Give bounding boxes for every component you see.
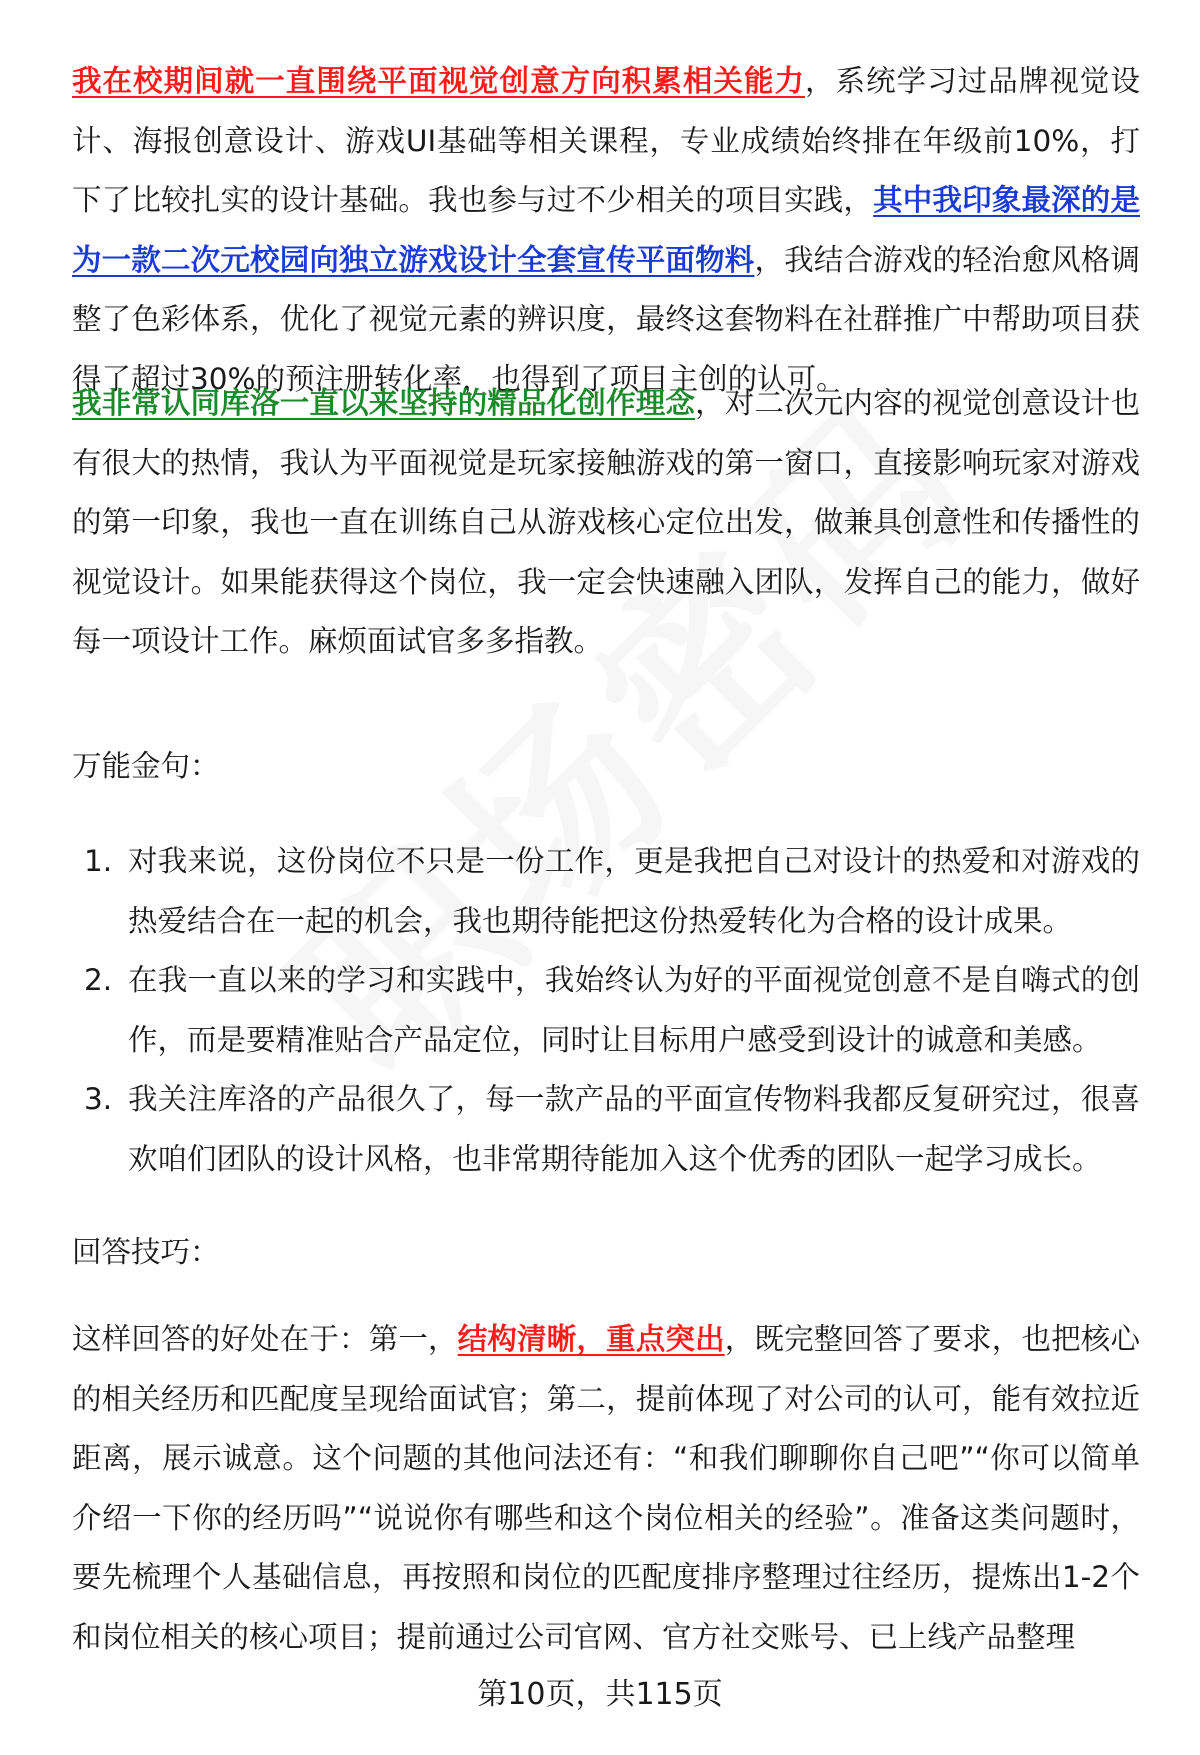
highlight-red: 我在校期间就一直围绕平面视觉创意方向积累相关能力 xyxy=(72,64,806,98)
golden-phrases-heading: 万能金句： xyxy=(72,749,220,783)
paragraph-text: 这样回答的好处在于：第一， xyxy=(72,1322,458,1356)
list-item xyxy=(72,1070,1140,1189)
golden-phrases-list xyxy=(72,832,1140,1189)
highlight-blue: 其中我印象最深的是为一款二次元校园向独立游戏设计全套宣传平面物料 xyxy=(72,183,1140,277)
paragraph-text: ，既完整回答了要求，也把核心的相关经历和匹配度呈现给面试官；第二，提前体现了对公司的认可，能有效拉近距离，展示诚意。这个问题的其他问法还有：“和我们聊聊你自己吧”“你可以简单介绍一下你的经历吗”“说说你有哪些和这个岗位相关的经验”。准备这类问题时，要先梳理个人基础信息，再按照和岗位的匹配度排序整理过往经历，提炼出1-2个和岗位相关的核心项目；提前通过公司官网、官方社交账号、已上线产品整理 xyxy=(72,1322,1140,1654)
paragraph-tips xyxy=(72,1310,1140,1667)
paragraph-text: ，系统学习过品牌视觉设计、海报创意设计、游戏UI基础等相关课程，专业成绩始终排在年级前10%，打下了比较扎实的设计基础。我也参与过不少相关的项目实践， xyxy=(72,64,1140,217)
list-text: 在我一直以来的学习和实践中，我始终认为好的平面视觉创意不是自嗨式的创作，而是要精准贴合产品定位，同时让目标用户感受到设计的诚意和美感。 xyxy=(128,963,1140,1057)
list-item xyxy=(72,951,1140,1070)
list-text: 对我来说，这份岗位不只是一份工作，更是我把自己对设计的热爱和对游戏的热爱结合在一起的机会，我也期待能把这份热爱转化为合格的设计成果。 xyxy=(128,844,1140,938)
page-footer: 第10页，共115页 xyxy=(477,1677,723,1712)
highlight-green: 我非常认同库洛一直以来坚持的精品化创作理念 xyxy=(72,386,696,420)
list-text: 我关注库洛的产品很久了，每一款产品的平面宣传物料我都反复研究过，很喜欢咱们团队的设计风格，也非常期待能加入这个优秀的团队一起学习成长。 xyxy=(128,1082,1140,1176)
list-number: 2. xyxy=(84,963,113,997)
paragraph-experience xyxy=(72,52,1140,409)
paragraph-motivation xyxy=(72,374,1140,672)
list-number: 1. xyxy=(84,844,113,878)
highlight-red: 结构清晰，重点突出 xyxy=(457,1322,725,1356)
paragraph-text: ，我结合游戏的轻治愈风格调整了色彩体系，优化了视觉元素的辨识度，最终这套物料在社群推广中帮助项目获得了超过30%的预注册转化率，也得到了项目主创的认可。 xyxy=(72,242,1140,396)
answer-tips-heading: 回答技巧： xyxy=(72,1235,220,1269)
list-number: 3. xyxy=(84,1082,113,1116)
list-item xyxy=(72,832,1140,951)
paragraph-text: ，对二次元内容的视觉创意设计也有很大的热情，我认为平面视觉是玩家接触游戏的第一窗口，直接影响玩家对游戏的第一印象，我也一直在训练自己从游戏核心定位出发，做兼具创意性和传播性的视觉设计。如果能获得这个岗位，我一定会快速融入团队，发挥自己的能力，做好每一项设计工作。麻烦面试官多多指教。 xyxy=(72,386,1140,658)
